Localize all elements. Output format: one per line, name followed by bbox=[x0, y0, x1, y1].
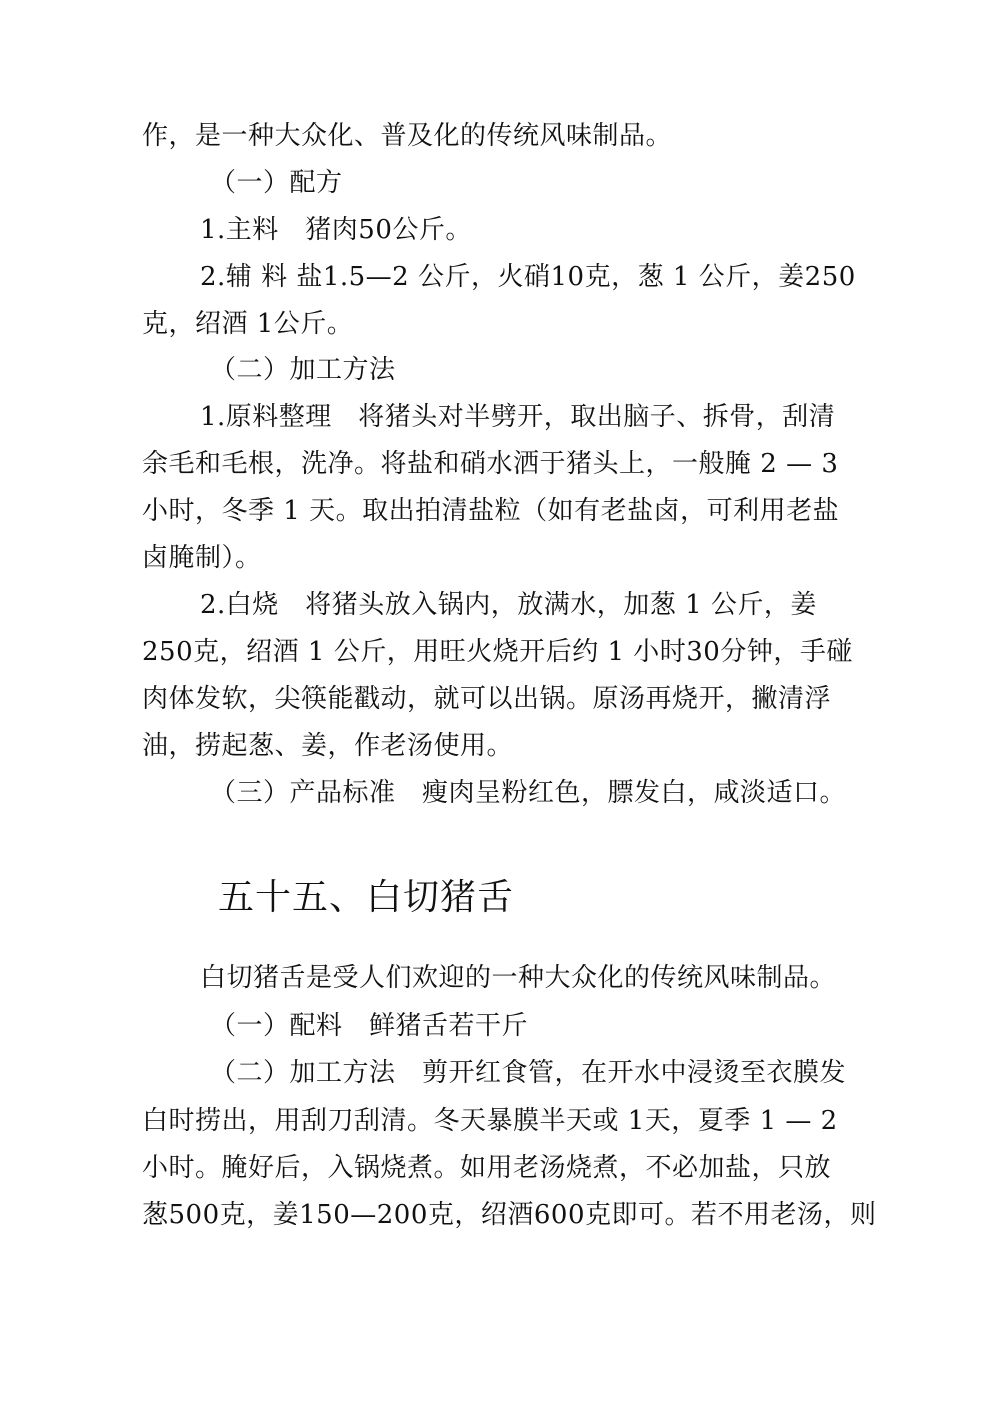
text-line: 卤腌制）。 bbox=[142, 543, 262, 573]
text-line: 白切猪舌是受人们欢迎的一种大众化的传统风味制品。 bbox=[200, 963, 837, 993]
text-line: 2.辅 料 盐1.5—2 公斤，火硝10克，葱 1 公斤，姜250 bbox=[200, 262, 856, 292]
text-line: 250克，绍酒 1 公斤，用旺火烧开后约 1 小时30分钟，手碰 bbox=[142, 637, 853, 667]
text-line: 1.原料整理 将猪头对半劈开，取出脑子、拆骨，刮清 bbox=[200, 402, 836, 432]
text-line: 2.白烧 将猪头放入锅内，放满水，加葱 1 公斤，姜 bbox=[200, 590, 817, 620]
text-line: 白时捞出，用刮刀刮清。冬天暴膜半天或 1天，夏季 1 — 2 bbox=[142, 1106, 838, 1136]
text-line: 小时。腌好后，入锅烧煮。如用老汤烧煮，不必加盐，只放 bbox=[142, 1153, 832, 1183]
text-line: 葱500克，姜150—200克，绍酒600克即可。若不用老汤，则 bbox=[142, 1200, 877, 1230]
subsection-heading-standard: （三）产品标准 瘦肉呈粉红色，膘发白，咸淡适口。 bbox=[210, 778, 847, 808]
text-line: 1.主料 猪肉50公斤。 bbox=[200, 215, 472, 245]
subsection-heading-ingredients: （一）配料 鲜猪舌若干斤 bbox=[210, 1011, 529, 1041]
text-line: 小时，冬季 1 天。取出拍清盐粒（如有老盐卤，可利用老盐 bbox=[142, 496, 840, 526]
text-line: 肉体发软，尖筷能戳动，就可以出锅。原汤再烧开，撇清浮 bbox=[142, 684, 832, 714]
subsection-heading-recipe: （一）配方 bbox=[210, 168, 343, 198]
text-line: 余毛和毛根，洗净。将盐和硝水洒于猪头上，一般腌 2 — 3 bbox=[142, 449, 839, 479]
text-line: 克，绍酒 1公斤。 bbox=[142, 309, 354, 339]
subsection-heading-method: （二）加工方法 bbox=[210, 355, 396, 385]
text-line: 油，捞起葱、姜，作老汤使用。 bbox=[142, 731, 514, 761]
subsection-heading-method: （二）加工方法 剪开红食管，在开水中浸烫至衣膜发 bbox=[210, 1058, 847, 1088]
section-heading: 五十五、白切猪舌 bbox=[218, 877, 515, 918]
text-line: 作，是一种大众化、普及化的传统风味制品。 bbox=[142, 121, 673, 151]
